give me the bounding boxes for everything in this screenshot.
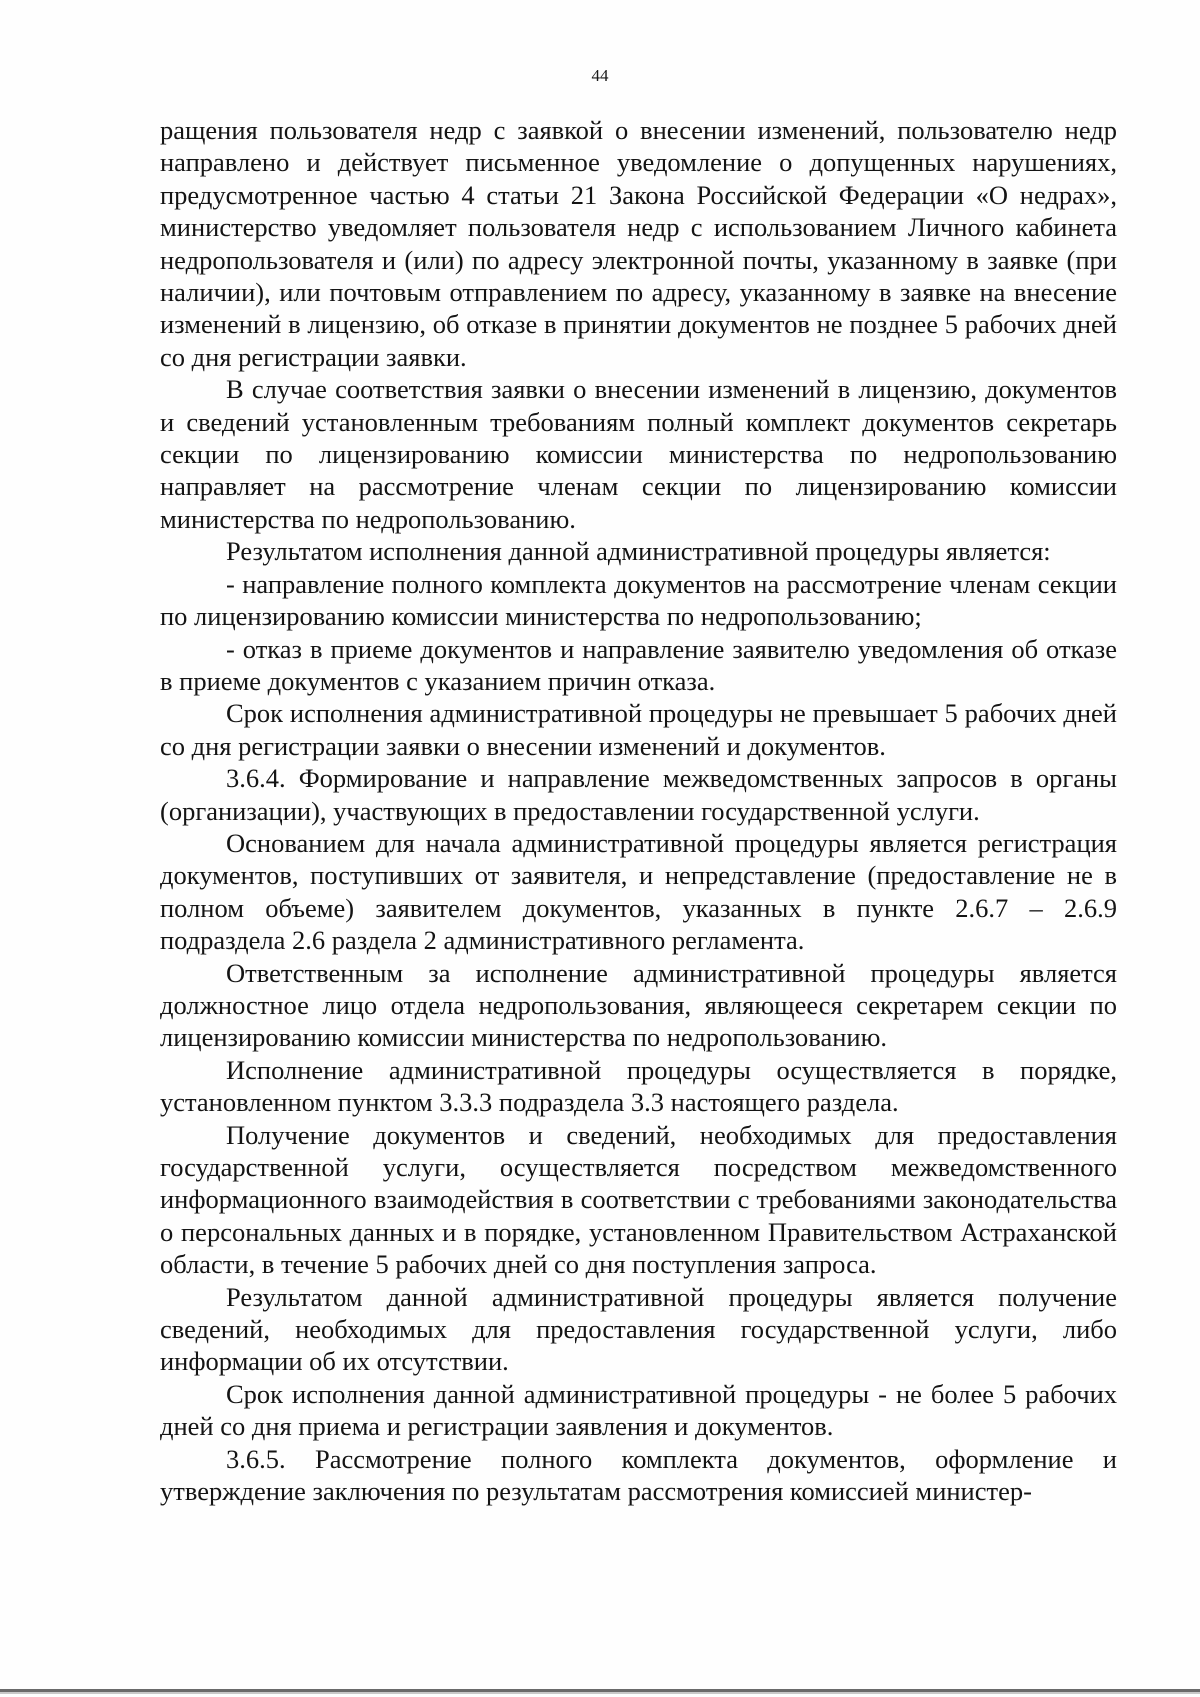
document-body [160,114,1117,1507]
paragraph-3: Результатом исполнения данной административной процедуры является: [226,536,1051,567]
paragraph-2: В случае соответствия заявки о внесении изменений в лицензию, документов и сведений установленным требованиям полный комплект документов секретарь секции по лицензированию комиссии министерства по недропользованию направляет на рассмотрение членам секции по лицензированию комиссии министерства по недропользованию. [160,374,1117,534]
scan-bottom-edge-shadow [0,1692,1200,1694]
section-heading-3-6-4: 3.6.4. Формирование и направление межведомственных запросов в органы (организации), участвующих в предоставлении государственной услуги. [160,763,1117,826]
paragraph-13: Срок исполнения данной административной процедуры - не более 5 рабочих дней со дня приема и регистрации заявления и документов. [160,1378,1117,1442]
paragraph-6: Срок исполнения административной процедуры не превышает 5 рабочих дней со дня регистрации заявки о внесении изменений и документов. [160,698,1117,761]
paragraph-5: - отказ в приеме документов и направление заявителю уведомления об отказе в приеме документов с указанием причин отказа. [160,633,1117,696]
paragraph-9: Ответственным за исполнение административной процедуры является должностное лицо отдела недропользования, являющееся секретарем секции по лицензированию комиссии министерства по недропользованию. [160,957,1117,1053]
page-number: 44 [591,66,609,85]
section-heading-3-6-5: 3.6.5. Рассмотрение полного комплекта документов, оформление и утверждение заключения по результатам рассмотрения комиссией министер- [160,1443,1117,1507]
paragraph-11: Получение документов и сведений, необходимых для предоставления государственной услуги, осуществляется посредством межведомственного информационного взаимодействия в соответствии с требованиями законодательства о персональных данных и в порядке, установленном Правительством Астраханской области, в течение 5 рабочих дней со дня поступления запроса. [160,1119,1117,1280]
paragraph-8: Основанием для начала административной процедуры является регистрация документов, поступивших от заявителя, и непредставление (предоставление не в полном объеме) заявителем документов, указанных в пункте 2.6.7 – 2.6.9 подраздела 2.6 раздела 2 административного регламента. [160,827,1117,956]
paragraph-12: Результатом данной административной процедуры является получение сведений, необходимых для предоставления государственной услуги, либо информации об их отсутствии. [160,1281,1117,1377]
paragraph-1: ращения пользователя недр с заявкой о внесении изменений, пользователю недр направлено и действует письменное уведомление о допущенных нарушениях, предусмотренное частью 4 статьи 21 Закона Российской Федерации «О недрах», министерство уведомляет пользователя недр с использованием Личного кабинета недропользователя и (или) по адресу электронной почты, указанному в заявке (при наличии), или почтовым отправлением по адресу, указанному в заявке на внесение изменений в лицензию, об отказе в принятии документов не позднее 5 рабочих дней со дня регистрации заявки. [160,115,1117,372]
paragraph-10: Исполнение административной процедуры осуществляется в порядке, установленном пунктом 3.3.3 подраздела 3.3 настоящего раздела. [160,1054,1117,1118]
paragraph-4: - направление полного комплекта документов на рассмотрение членам секции по лицензированию комиссии министерства по недропользованию; [160,568,1117,632]
